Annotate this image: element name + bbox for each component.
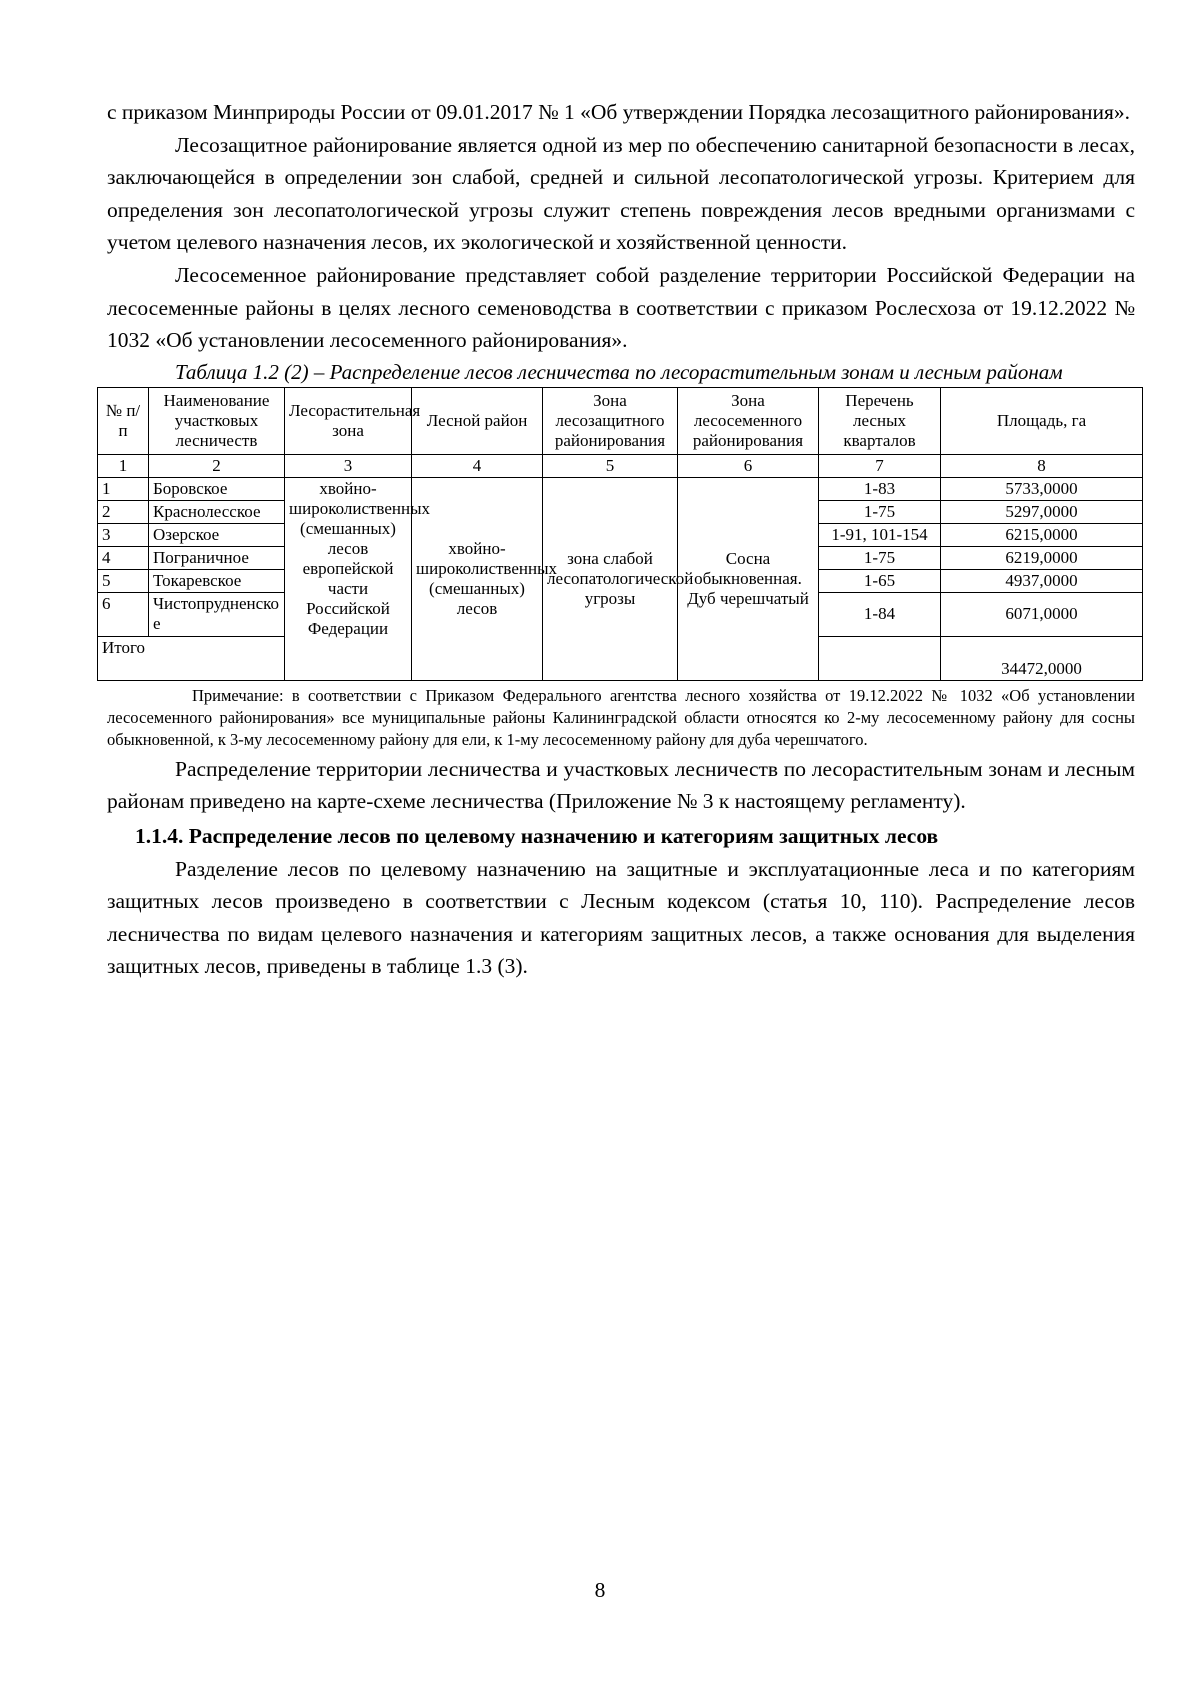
seed-zone: Сосна обыкновенная. Дуб черешчатый [678,477,819,680]
section-heading: 1.1.4. Распределение лесов по целевому назначению и категориям защитных лесов [135,823,939,848]
area: 6071,0000 [941,592,1143,636]
forest-zones-table [97,387,1143,681]
table-header-row [98,387,1143,454]
quarters: 1-84 [819,592,941,636]
header-cell: Зона лесосеменного районирования [678,387,819,454]
table-note: Примечание: в соответствии с Приказом Федерального агентства лесного хозяйства от 19.12.2022 № 1032 «Об установлении лесосеменного районирования» все муниципальные районы Калининградской области относятся ко 2-му лесосеменному району для сосны обыкновенной, к 3-му лесосеменному району для ели, к 1-му лесосеменному району для дуба черешчатого. [107,685,1135,749]
header-cell: Перечень лесных кварталов [819,387,941,454]
row-number: 2 [98,500,149,523]
column-number: 7 [819,454,941,477]
area: 5297,0000 [941,500,1143,523]
quarters: 1-91, 101-154 [819,523,941,546]
forestry-name: Пограничное [149,546,285,569]
column-number: 4 [412,454,543,477]
row-number: 3 [98,523,149,546]
column-number-row [98,454,1143,477]
header-cell: Лесорастительная зона [285,387,412,454]
quarters: 1-75 [819,546,941,569]
header-cell: № п/п [98,387,149,454]
forestry-name: Краснолесское [149,500,285,523]
row-number: 5 [98,569,149,592]
total-area: 34472,0000 [941,636,1143,680]
forestry-name: Боровское [149,477,285,500]
column-number: 6 [678,454,819,477]
row-number: 4 [98,546,149,569]
column-number: 1 [98,454,149,477]
forest-protection-zone: зона слабой лесопатологической угрозы [543,477,678,680]
column-number: 5 [543,454,678,477]
column-number: 2 [149,454,285,477]
total-quarters [819,636,941,680]
area: 6219,0000 [941,546,1143,569]
table-row [98,477,1143,500]
header-cell: Наименование участковых лесничеств [149,387,285,454]
quarters: 1-65 [819,569,941,592]
forest-vegetation-zone: хвойно-широколиственных (смешанных) лесов европейской части Российской Федерации [285,477,412,680]
total-label: Итого [98,636,285,680]
column-number: 3 [285,454,412,477]
forestry-name: Токаревское [149,569,285,592]
paragraph-purpose-distribution: Разделение лесов по целевому назначению на защитные и эксплуатационные леса и по категориям защитных лесов произведено в соответствии с Лесным кодексом (статья 10, 110). Распределение лесов лесничества по видам целевого назначения и категориям защитных лесов, а также основания для выделения защитных лесов, приведены в таблице 1.3 (3). [107,856,1135,979]
forestry-name: Озерское [149,523,285,546]
page-number: 8 [594,1578,606,1602]
paragraph-forest-protection: Лесозащитное районирование является одной из мер по обеспечению санитарной безопасности в лесах, заключающейся в определении зон слабой, средней и сильной лесопатологической угрозы. Критерием для определения зон лесопатологической угрозы служит степень повреждения лесов вредными организмами с учетом целевого назначения лесов, их экологической и хозяйственной ценности. [107,132,1135,255]
paragraph-map-reference: Распределение территории лесничества и участковых лесничеств по лесорастительным зонам и лесным районам приведено на карте-схеме лесничества (Приложение № 3 к настоящему регламенту). [107,756,1135,814]
paragraph-seed-zoning: Лесосеменное районирование представляет собой разделение территории Российской Федерации на лесосеменные районы в целях лесного семеноводства в соответствии с приказом Рослесхоза от 19.12.2022 № 1032 «Об установлении лесосеменного районирования». [107,262,1135,353]
header-cell: Лесной район [412,387,543,454]
quarters: 1-83 [819,477,941,500]
column-number: 8 [941,454,1143,477]
area: 6215,0000 [941,523,1143,546]
forest-district: хвойно-широколиственных (смешанных) лесов [412,477,543,680]
paragraph-intro: с приказом Минприроды России от 09.01.2017 № 1 «Об утверждении Порядка лесозащитного районирования». [107,100,1131,124]
area: 5733,0000 [941,477,1143,500]
document-page [102,96,1135,983]
area: 4937,0000 [941,569,1143,592]
header-cell: Площадь, га [941,387,1143,454]
forestry-name: Чистопрудненское [149,592,285,636]
header-cell: Зона лесозащитного районирования [543,387,678,454]
quarters: 1-75 [819,500,941,523]
table-caption: Таблица 1.2 (2) – Распределение лесов лесничества по лесорастительным зонам и лесным районам [175,359,1063,384]
row-number: 1 [98,477,149,500]
row-number: 6 [98,592,149,636]
